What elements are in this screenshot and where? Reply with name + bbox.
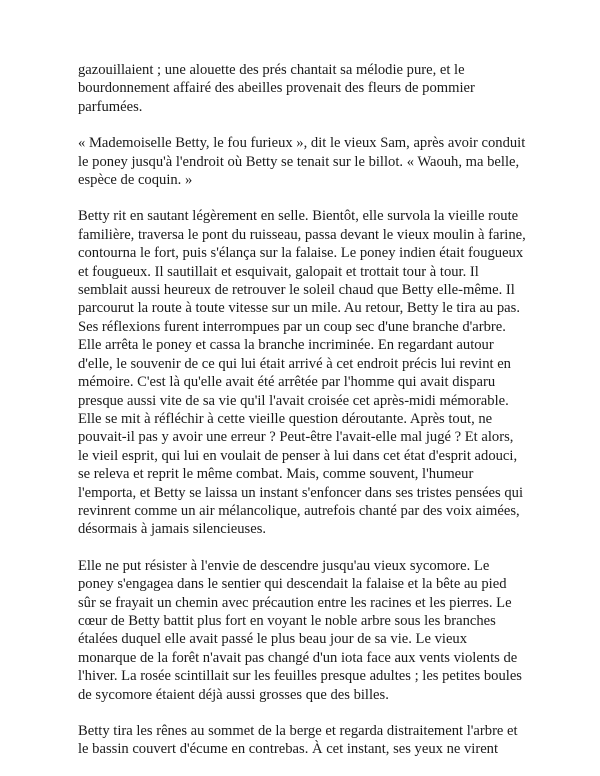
- paragraph-3: Betty rit en sautant légèrement en selle. Bientôt, elle survola la vieille route familière, traversa le pont du ruisseau, passa devant le vieux moulin à farine, contourna le fort, puis s'élança sur la falaise. Le poney indien était fougueux et fougueux. Il sautillait et esquivait, galopait et trottait tour à tour. Il semblait aussi heureux de retrouver le soleil chaud que Betty elle-même. Il parcourut la route à toute vitesse sur un mile. Au retour, Betty le tira au pas. Ses réflexions furent interrompues par un coup sec d'une branche d'arbre. Elle arrêta le poney et cassa la branche incriminée. En regardant autour d'elle, le souvenir de ce qui lui était arrivé à cet endroit précis lui revint en mémoire. C'est là qu'elle avait été arrêtée par l'homme qui avait disparu presque aussi vite de sa vie qu'il l'avait croisée cet après-midi mémorable. Elle se mit à réfléchir à cette vieille question déroutante. Après tout, ne pouvait-il pas y avoir une erreur ? Peut-être l'avait-elle mal jugé ? Et alors, le vieil esprit, qui lui en voulait de penser à lui dans cet état d'esprit adouci, se releva et reprit le même combat. Mais, comme souvent, l'humeur l'emporta, et Betty se laissa un instant s'enfoncer dans ses tristes pensées qui revinrent comme un air mélancolique, autrefois chanté par des voix aimées, désormais à jamais silencieuses.: [78, 208, 526, 538]
- paragraph-4: Elle ne put résister à l'envie de descendre jusqu'au vieux sycomore. Le poney s'engagea dans le sentier qui descendait la falaise et la bête au pied sûr se frayait un chemin avec précaution entre les racines et les pierres. Le cœur de Betty battit plus fort en voyant le noble arbre sous les branches étalées duquel elle avait passé le plus beau jour de sa vie. Le vieux monarque de la forêt n'avait pas changé d'un iota face aux vents violents de l'hiver. La rosée scintillait sur les feuilles presque adultes ; les petites boules de sycomore étaient déjà aussi grosses que des billes.: [78, 557, 522, 703]
- paragraph-1: gazouillaient ; une alouette des prés chantait sa mélodie pure, et le bourdonnement affairé des abeilles provenait des fleurs de pommier parfumées.: [78, 62, 475, 115]
- paragraph-5: Betty tira les rênes au sommet de la berge et regarda distraitement l'arbre et le bassin couvert d'écume en contrebas. À cet instant, ses yeux ne virent: [78, 723, 518, 758]
- document-page: [78, 61, 526, 759]
- paragraph-2: « Mademoiselle Betty, le fou furieux », dit le vieux Sam, après avoir conduit le poney jusqu'à l'endroit où Betty se tenait sur le billot. « Waouh, ma belle, espèce de coquin. »: [78, 135, 526, 189]
